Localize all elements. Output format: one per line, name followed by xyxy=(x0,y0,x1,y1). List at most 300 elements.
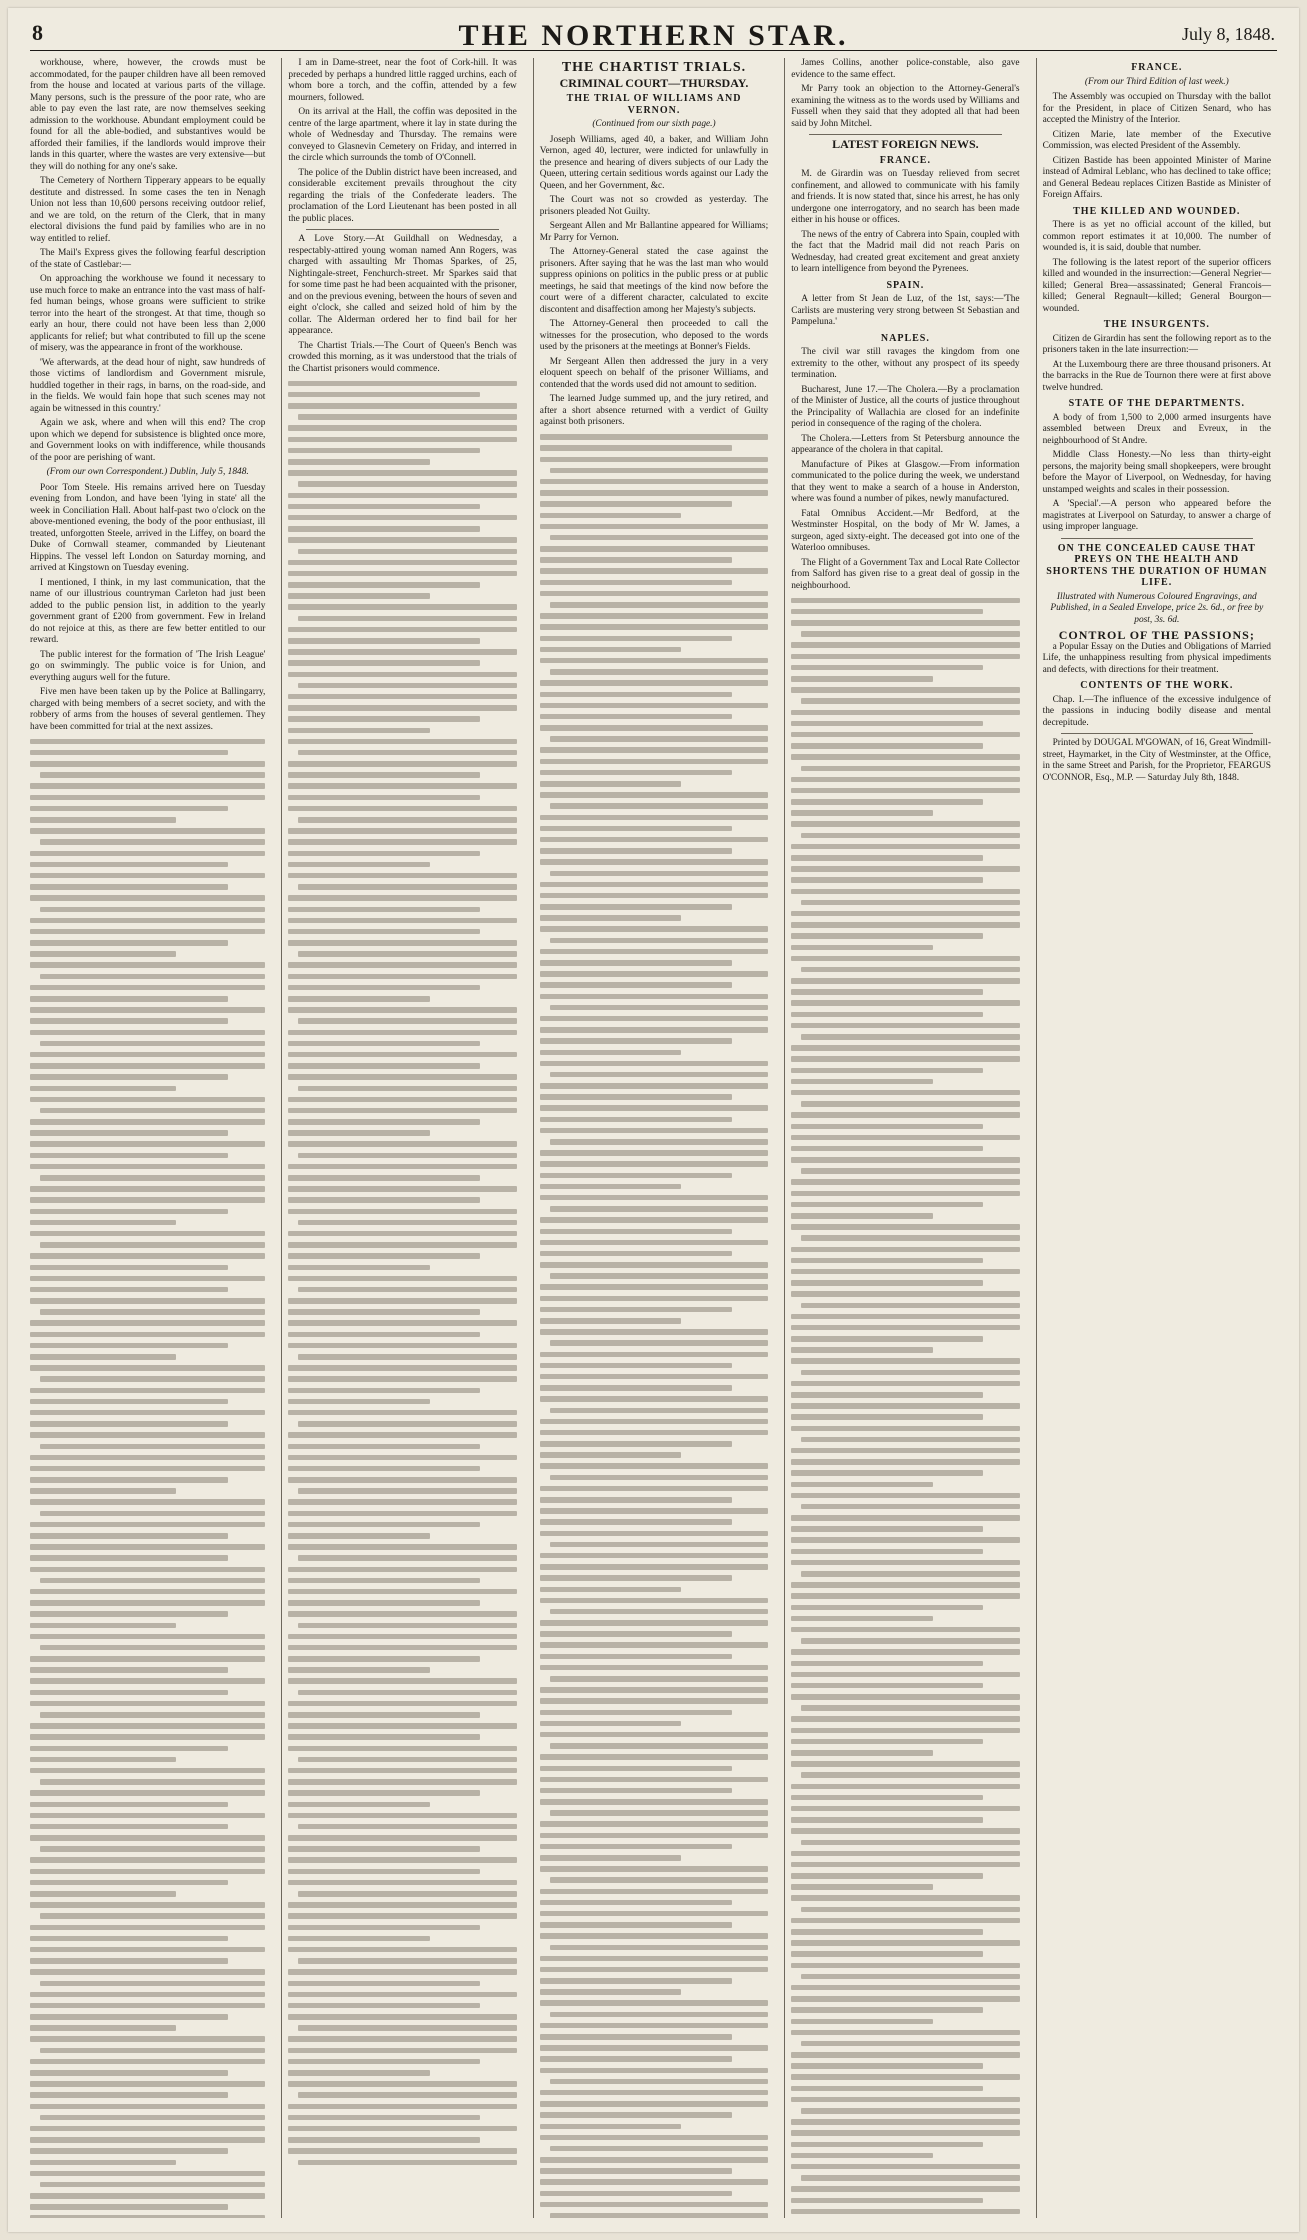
illegible-text-line xyxy=(288,560,516,566)
illegible-text-line xyxy=(30,1634,265,1640)
illegible-text-line xyxy=(791,2153,933,2159)
illegible-text-line xyxy=(791,721,983,727)
illegible-text-line xyxy=(288,1634,516,1640)
illegible-text-line xyxy=(288,392,480,398)
divider xyxy=(306,229,498,230)
illegible-text-line xyxy=(791,1325,1019,1331)
illegible-text-line xyxy=(288,1723,516,1729)
illegible-text-line xyxy=(540,1519,732,1525)
illegible-text-line xyxy=(791,1470,983,1476)
illegible-text-line xyxy=(288,761,516,767)
illegible-text-line xyxy=(540,1452,682,1458)
illegible-text-line xyxy=(540,837,768,843)
illegible-text-line xyxy=(540,1150,768,1156)
illegible-text-line xyxy=(550,736,768,742)
printer-imprint: Printed by DOUGAL M'GOWAN, of 16, Great Windmill-street, Haymarket, in the City of Westminster, at the Office, in the same Street and Parish, for the Proprietor, FEARGUS O'CONNOR, Esq., M.P. — Saturday July 8th, 1848. xyxy=(1042,738,1271,783)
illegible-text-line xyxy=(791,2030,1019,2036)
illegible-text-line xyxy=(540,658,768,664)
illegible-text-line xyxy=(550,1273,768,1279)
article-heading: STATE OF THE DEPARTMENTS. xyxy=(1068,398,1245,409)
illegible-text-line xyxy=(288,1388,480,1394)
illegible-text-line xyxy=(540,1642,768,1648)
illegible-text-line xyxy=(801,1571,1019,1577)
article-paragraph: I mentioned, I think, in my last communication, that the name of our illustrious countryman Carleton had just been added to the public pension list, in addition to the yearly government grant of £200 from government. Few in Ireland do not rejoice at this, as there are few better entitled to our reward. xyxy=(30,577,266,645)
illegible-text-line xyxy=(288,1444,480,1450)
illegible-text-line xyxy=(791,1381,1019,1387)
article-paragraph: Again we ask, where and when will this end? The crop upon which we depend for subsistence is blighted once more, and Government looks on with indifference, while thousands of the poor are perishing of want. xyxy=(30,418,266,463)
illegible-text-line xyxy=(801,967,1019,973)
illegible-text-line xyxy=(30,1925,265,1931)
illegible-text-line xyxy=(30,1902,265,1908)
article-paragraph: 'We afterwards, at the dead hour of night, saw hundreds of those victims of landlordism and Government misrule, huddled together in their rags, in barns, on the road-side, and in the fields. We would fain hope that such scenes may not again be witnessed in this country.' xyxy=(30,357,266,414)
illegible-text-line xyxy=(791,2209,1019,2215)
divider xyxy=(809,134,1001,135)
illegible-text-line xyxy=(30,1522,265,1528)
illegible-text-line xyxy=(791,1135,1019,1141)
illegible-text-line xyxy=(791,1672,1019,1678)
illegible-text-line xyxy=(540,2157,768,2163)
illegible-text-line xyxy=(540,680,768,686)
advertisement-subline: Illustrated with Numerous Coloured Engravings, and Published, in a Sealed Envelope, price 2s. 6d., or free by post, 3s. 6d. xyxy=(1050,591,1264,625)
illegible-text-line xyxy=(30,1343,228,1349)
correspondent-line: (From our own Correspondent.) Dublin, July 5, 1848. xyxy=(46,467,249,477)
illegible-text-line xyxy=(30,2003,265,2009)
illegible-text-line xyxy=(30,1074,228,1080)
illegible-text-line xyxy=(791,754,1019,760)
illegible-text-line xyxy=(288,448,480,454)
illegible-text-line xyxy=(288,537,516,543)
illegible-text-line xyxy=(540,1374,768,1380)
illegible-text-line xyxy=(30,951,176,957)
illegible-text-line xyxy=(288,403,516,409)
illegible-text-line xyxy=(30,1466,265,1472)
illegible-text-line xyxy=(791,1179,1019,1185)
divider xyxy=(1061,538,1253,539)
article-paragraph: The learned Judge summed up, and the jury retired, and after a short absence returned with a verdict of Guilty against both prisoners. xyxy=(539,394,769,427)
illegible-text-line xyxy=(288,1779,516,1785)
article-paragraph: A letter from St Jean de Luz, of the 1st, says:—'The Carlists are mustering very strong between St Sebastian and Pampeluna.' xyxy=(791,294,1020,327)
illegible-text-line xyxy=(30,1623,176,1629)
illegible-text-line xyxy=(30,1186,265,1192)
illegible-text-line xyxy=(801,1034,1019,1040)
illegible-text-line xyxy=(288,1857,516,1863)
illegible-text-line xyxy=(40,907,265,913)
illegible-text-line xyxy=(298,2092,516,2098)
illegible-text-line xyxy=(540,960,732,966)
illegible-text-line xyxy=(30,1052,265,1058)
text-continuation xyxy=(30,739,265,2218)
illegible-text-line xyxy=(30,2104,265,2110)
illegible-text-line xyxy=(288,1902,516,1908)
illegible-text-line xyxy=(791,855,983,861)
illegible-text-line xyxy=(791,1269,1019,1275)
illegible-text-line xyxy=(791,877,983,883)
illegible-text-line xyxy=(30,2070,228,2076)
article-paragraph: The Chartist Trials.—The Court of Queen's Bench was crowded this morning, as it was understood that the trials of the Chartist prisoners would commence. xyxy=(288,340,517,374)
illegible-text-line xyxy=(288,996,430,1002)
illegible-text-line xyxy=(40,1981,265,1987)
article-paragraph: Citizen Marie, late member of the Executive Commission, was elected President of the Assembly. xyxy=(1042,129,1271,151)
illegible-text-line xyxy=(30,2092,228,2098)
illegible-text-line xyxy=(791,1739,983,1745)
illegible-text-line xyxy=(791,1750,933,1756)
illegible-text-line xyxy=(791,1347,933,1353)
illegible-text-line xyxy=(288,1141,516,1147)
illegible-text-line xyxy=(288,1175,480,1181)
illegible-text-line xyxy=(791,777,1019,783)
illegible-text-line xyxy=(791,1079,933,1085)
illegible-text-line xyxy=(540,1284,768,1290)
newspaper-page xyxy=(8,8,1299,2232)
illegible-text-line xyxy=(288,526,480,532)
illegible-text-line xyxy=(540,848,732,854)
illegible-text-line xyxy=(30,2171,265,2177)
illegible-text-line xyxy=(288,2148,516,2154)
illegible-text-line xyxy=(791,1280,983,1286)
illegible-text-line xyxy=(540,747,768,753)
illegible-text-line xyxy=(540,2000,768,2006)
illegible-text-line xyxy=(30,1891,176,1897)
page-number: 8 xyxy=(32,20,43,45)
illegible-text-line xyxy=(550,1139,768,1145)
article-paragraph: Five men have been taken up by the Police at Ballingarry, charged with being members of a secret society, and with the robbery of arms from the houses of several gentlemen. They have been committed for trial at the next assizes. xyxy=(30,687,266,732)
continuation-note: (Continued from our sixth page.) xyxy=(592,119,716,129)
illegible-text-line xyxy=(30,1231,265,1237)
illegible-text-line xyxy=(288,1253,480,1259)
illegible-text-line xyxy=(288,459,430,465)
illegible-text-line xyxy=(30,1746,228,1752)
illegible-text-line xyxy=(801,833,1019,839)
illegible-text-line xyxy=(298,1287,516,1293)
illegible-text-line xyxy=(550,468,768,474)
illegible-text-line xyxy=(540,1217,768,1223)
illegible-text-line xyxy=(30,1958,228,1964)
illegible-text-line xyxy=(288,649,516,655)
illegible-text-line xyxy=(30,1018,228,1024)
illegible-text-line xyxy=(801,766,1019,772)
illegible-text-line xyxy=(791,1056,1019,1062)
illegible-text-line xyxy=(791,1146,983,1152)
illegible-text-line xyxy=(540,1631,732,1637)
illegible-text-line xyxy=(30,2036,265,2042)
illegible-text-line xyxy=(791,889,1019,895)
illegible-text-line xyxy=(791,2019,933,2025)
article-paragraph: A 'Special'.—A person who appeared before the magistrates at Liverpool on Saturday, to answer a charge of using improper language. xyxy=(1042,499,1271,532)
illegible-text-line xyxy=(791,1493,1019,1499)
illegible-text-line xyxy=(801,900,1019,906)
illegible-text-line xyxy=(550,1877,768,1883)
illegible-text-line xyxy=(791,598,1019,604)
illegible-text-line xyxy=(40,1578,265,1584)
illegible-text-line xyxy=(288,2036,516,2042)
illegible-text-line xyxy=(288,515,516,521)
illegible-text-line xyxy=(791,1157,1019,1163)
illegible-text-line xyxy=(30,1734,265,1740)
illegible-text-line xyxy=(30,1656,265,1662)
illegible-text-line xyxy=(288,1097,516,1103)
illegible-text-line xyxy=(540,725,768,731)
illegible-text-line xyxy=(30,2081,265,2087)
illegible-text-line xyxy=(30,2137,265,2143)
column-5 xyxy=(1036,58,1277,2218)
article-paragraph: A Love Story.—At Guildhall on Wednesday, a respectably-attired young woman named Ann Rogers, was charged with assaulting Mr Thomas Sparkes, of 25, Nightingale-street, Fenchurch-street. Mr Sparkes said that for some time past he had been acquainted with the prisoner, and on the previous evening, between the hours of seven and eight o'clock, she called and seized hold of him by the collar. The Alderman ordered her to find bail for her appearance. xyxy=(288,234,517,336)
illegible-text-line xyxy=(791,1213,933,1219)
illegible-text-line xyxy=(30,1220,176,1226)
illegible-text-line xyxy=(540,1553,768,1559)
illegible-text-line xyxy=(540,1419,768,1425)
illegible-text-line xyxy=(288,1533,430,1539)
article-paragraph: I am in Dame-street, near the foot of Cork-hill. It was preceded by perhaps a hundred little ragged urchins, each of whom bore a torch, and the coffin, attended by a few mourners, followed. xyxy=(288,58,517,103)
illegible-text-line xyxy=(550,1609,768,1615)
illegible-text-line xyxy=(288,1197,480,1203)
illegible-text-line xyxy=(540,1620,768,1626)
advertisement xyxy=(1043,543,1271,642)
illegible-text-line xyxy=(288,694,516,700)
illegible-text-line xyxy=(298,951,516,957)
illegible-text-line xyxy=(30,1365,265,1371)
illegible-text-line xyxy=(540,1184,682,1190)
illegible-text-line xyxy=(540,792,768,798)
illegible-text-line xyxy=(540,815,768,821)
illegible-text-line xyxy=(288,1712,480,1718)
illegible-text-line xyxy=(288,728,430,734)
illegible-text-line xyxy=(540,1687,768,1693)
divider xyxy=(1061,733,1253,734)
illegible-text-line xyxy=(30,1399,228,1405)
article-paragraph: Poor Tom Steele. His remains arrived here on Tuesday evening from London, and have been 'lying in state' all the week in Conciliation Hall. About half-past two o'clock on the above-mentioned evening, the body of the poor enthusiast, ill treated, unforgotten Steele, arrived in the Liffey, on board the Duke of Cornwall steamer, commanded by Lieutenant Hippins. The vessel left London on Saturday morning, and arrived at Kingstown on Tuesday evening. xyxy=(30,482,266,573)
article-paragraph: The following is the latest report of the superior officers killed and wounded in the insurrection:—General Negrier—killed; General Brea—assassinated; General Francois—killed; General Regnault—killed; General Bourgon—wounded. xyxy=(1042,257,1271,314)
illegible-text-line xyxy=(540,770,732,776)
illegible-text-line xyxy=(540,1777,768,1783)
illegible-text-line xyxy=(540,1710,732,1716)
illegible-text-line xyxy=(540,434,768,440)
illegible-text-line xyxy=(550,1542,768,1548)
illegible-text-line xyxy=(791,1940,1019,1946)
illegible-text-line xyxy=(288,571,516,577)
illegible-text-line xyxy=(288,1544,516,1550)
illegible-text-line xyxy=(288,1052,516,1058)
illegible-text-line xyxy=(288,1913,516,1919)
illegible-text-line xyxy=(540,1564,768,1570)
illegible-text-line xyxy=(801,1370,1019,1376)
illegible-text-line xyxy=(30,895,265,901)
illegible-text-line xyxy=(550,2146,768,2152)
illegible-text-line xyxy=(30,1320,265,1326)
illegible-text-line xyxy=(540,1654,732,1660)
illegible-text-line xyxy=(30,1030,265,1036)
illegible-text-line xyxy=(540,1989,682,1995)
illegible-text-line xyxy=(30,1477,228,1483)
illegible-text-line xyxy=(288,1499,516,1505)
illegible-text-line xyxy=(288,962,516,968)
illegible-text-line xyxy=(288,1768,516,1774)
illegible-text-line xyxy=(540,692,732,698)
illegible-text-line xyxy=(540,1430,768,1436)
illegible-text-line xyxy=(288,1209,516,1215)
illegible-text-line xyxy=(540,1229,732,1235)
illegible-text-line xyxy=(791,2142,983,2148)
illegible-text-line xyxy=(298,1555,516,1561)
illegible-text-line xyxy=(288,2059,480,2065)
illegible-text-line xyxy=(30,1589,265,1595)
illegible-text-line xyxy=(30,1969,265,1975)
illegible-text-line xyxy=(298,1623,516,1629)
illegible-text-line xyxy=(298,750,516,756)
illegible-text-line xyxy=(791,844,1019,850)
illegible-text-line xyxy=(540,1698,768,1704)
columns xyxy=(30,58,1277,2218)
illegible-text-line xyxy=(791,2198,983,2204)
illegible-text-line xyxy=(791,1515,1019,1521)
illegible-text-line xyxy=(30,1253,265,1259)
illegible-text-line xyxy=(30,1555,228,1561)
illegible-text-line xyxy=(30,929,265,935)
illegible-text-line xyxy=(288,1981,480,1987)
text-continuation xyxy=(540,434,768,2218)
illegible-text-line xyxy=(288,918,516,924)
illegible-text-line xyxy=(288,1813,516,1819)
illegible-text-line xyxy=(288,783,516,789)
illegible-text-line xyxy=(288,1746,516,1752)
illegible-text-line xyxy=(540,1083,768,1089)
illegible-text-line xyxy=(791,1247,1019,1253)
illegible-text-line xyxy=(791,866,1019,872)
illegible-text-line xyxy=(540,557,732,563)
illegible-text-line xyxy=(288,2003,480,2009)
column-2 xyxy=(281,58,522,2218)
illegible-text-line xyxy=(298,1421,516,1427)
illegible-text-line xyxy=(550,602,768,608)
illegible-text-line xyxy=(801,1705,1019,1711)
illegible-text-line xyxy=(791,1985,1019,1991)
article-heading: THE KILLED AND WOUNDED. xyxy=(1073,205,1241,217)
illegible-text-line xyxy=(540,568,768,574)
illegible-text-line xyxy=(30,1499,265,1505)
illegible-text-line xyxy=(288,705,516,711)
illegible-text-line xyxy=(540,1240,768,1246)
illegible-text-line xyxy=(540,1922,732,1928)
illegible-text-line xyxy=(801,1638,1019,1644)
illegible-text-line xyxy=(550,871,768,877)
illegible-text-line xyxy=(30,1723,265,1729)
illegible-text-line xyxy=(40,839,265,845)
illegible-text-line xyxy=(791,1459,1019,1465)
illegible-text-line xyxy=(40,1779,265,1785)
illegible-text-line xyxy=(288,1332,480,1338)
illegible-text-line xyxy=(540,1038,732,1044)
article-paragraph: The public interest for the formation of 'The Irish League' go on swimmingly. The public voice is for Union, and everything augurs well for the future. xyxy=(30,649,266,683)
illegible-text-line xyxy=(540,1441,732,1447)
illegible-text-line xyxy=(791,2119,1019,2125)
illegible-text-line xyxy=(540,2112,732,2118)
illegible-text-line xyxy=(30,1432,265,1438)
article-paragraph: The Cemetery of Northern Tipperary appears to be equally destitute and distressed. In some cases the ten in Nenagh Union not less than 10,600 persons receiving outdoor relief, and we are told, on the return of the Clerk, that in many electoral divisions the fund paid by families who are in no way entitled to relief. xyxy=(30,176,266,244)
illegible-text-line xyxy=(540,1732,768,1738)
illegible-text-line xyxy=(791,654,1019,660)
illegible-text-line xyxy=(288,1376,516,1382)
illegible-text-line xyxy=(791,1448,1019,1454)
article-paragraph: Citizen Bastide has been appointed Minister of Marine instead of Admiral Leblanc, who has declined to take office; and General Bedeau replaces Citizen Bastide as Minister of Foreign Affairs. xyxy=(1042,155,1271,200)
illegible-text-line xyxy=(298,1153,516,1159)
illegible-text-line xyxy=(540,1296,768,1302)
illegible-text-line xyxy=(540,1889,768,1895)
illegible-text-line xyxy=(791,1414,983,1420)
illegible-text-line xyxy=(540,1721,682,1727)
column-4 xyxy=(784,58,1025,2218)
article-paragraph: Fatal Omnibus Accident.—Mr Bedford, at the Westminster Hospital, on the body of Mr W. James, a surgeon, aged sixty-eight. The deceased got into one of the Waterloo omnibuses. xyxy=(791,508,1020,553)
illegible-text-line xyxy=(30,1130,228,1136)
illegible-text-line xyxy=(540,490,768,496)
advertisement-heading: ON THE CONCEALED CAUSE THAT PREYS ON THE HEALTH AND SHORTENS THE DURATION OF HUMAN LIFE. xyxy=(1046,542,1268,588)
article-paragraph: James Collins, another police-constable, also gave evidence to the same effect. xyxy=(791,58,1020,80)
illegible-text-line xyxy=(791,1068,983,1074)
illegible-text-line xyxy=(540,1352,768,1358)
illegible-text-line xyxy=(540,1754,768,1760)
illegible-text-line xyxy=(30,1332,265,1338)
illegible-text-line xyxy=(288,1869,480,1875)
illegible-text-line xyxy=(30,1119,265,1125)
illegible-text-line xyxy=(550,1810,768,1816)
illegible-text-line xyxy=(791,1358,1019,1364)
illegible-text-line xyxy=(540,915,682,921)
illegible-text-line xyxy=(288,1276,516,1282)
illegible-text-line xyxy=(288,1343,516,1349)
illegible-text-line xyxy=(30,1880,228,1886)
illegible-text-line xyxy=(801,1907,1019,1913)
illegible-text-line xyxy=(791,2164,1019,2170)
country-heading: FRANCE. xyxy=(879,154,931,166)
illegible-text-line xyxy=(288,2014,516,2020)
illegible-text-line xyxy=(288,1846,480,1852)
column-1 xyxy=(30,58,271,2218)
illegible-text-line xyxy=(298,1958,516,1964)
illegible-text-line xyxy=(30,1063,265,1069)
illegible-text-line xyxy=(540,624,768,630)
illegible-text-line xyxy=(550,669,768,675)
illegible-text-line xyxy=(298,1354,516,1360)
illegible-text-line xyxy=(791,1661,983,1667)
illegible-text-line xyxy=(40,1645,265,1651)
illegible-text-line xyxy=(550,1475,768,1481)
illegible-text-line xyxy=(288,2126,516,2132)
illegible-text-line xyxy=(791,1314,1019,1320)
article-paragraph: There is as yet no official account of the killed, but common report estimates it at 10,000. The number of wounded is, it is said, double that number. xyxy=(1042,220,1271,253)
illegible-text-line xyxy=(298,549,516,555)
article-paragraph: Sergeant Allen and Mr Ballantine appeared for Williams; Mr Parry for Vernon. xyxy=(539,221,769,243)
illegible-text-line xyxy=(540,524,768,530)
illegible-text-line xyxy=(540,546,768,552)
illegible-text-line xyxy=(288,1320,516,1326)
illegible-text-line xyxy=(550,535,768,541)
illegible-text-line xyxy=(540,2179,768,2185)
illegible-text-line xyxy=(30,1298,265,1304)
illegible-text-line xyxy=(288,1925,480,1931)
illegible-text-line xyxy=(540,1531,768,1537)
illegible-text-line xyxy=(540,1016,768,1022)
illegible-text-line xyxy=(540,759,768,765)
illegible-text-line xyxy=(540,1900,732,1906)
illegible-text-line xyxy=(540,1967,768,1973)
illegible-text-line xyxy=(791,609,983,615)
illegible-text-line xyxy=(288,1790,480,1796)
illegible-text-line xyxy=(40,1041,265,1047)
illegible-text-line xyxy=(791,2130,1019,2136)
illegible-text-line xyxy=(791,2086,983,2092)
illegible-text-line xyxy=(288,381,516,387)
illegible-text-line xyxy=(30,1768,265,1774)
illegible-text-line xyxy=(540,1027,768,1033)
illegible-text-line xyxy=(298,1690,516,1696)
